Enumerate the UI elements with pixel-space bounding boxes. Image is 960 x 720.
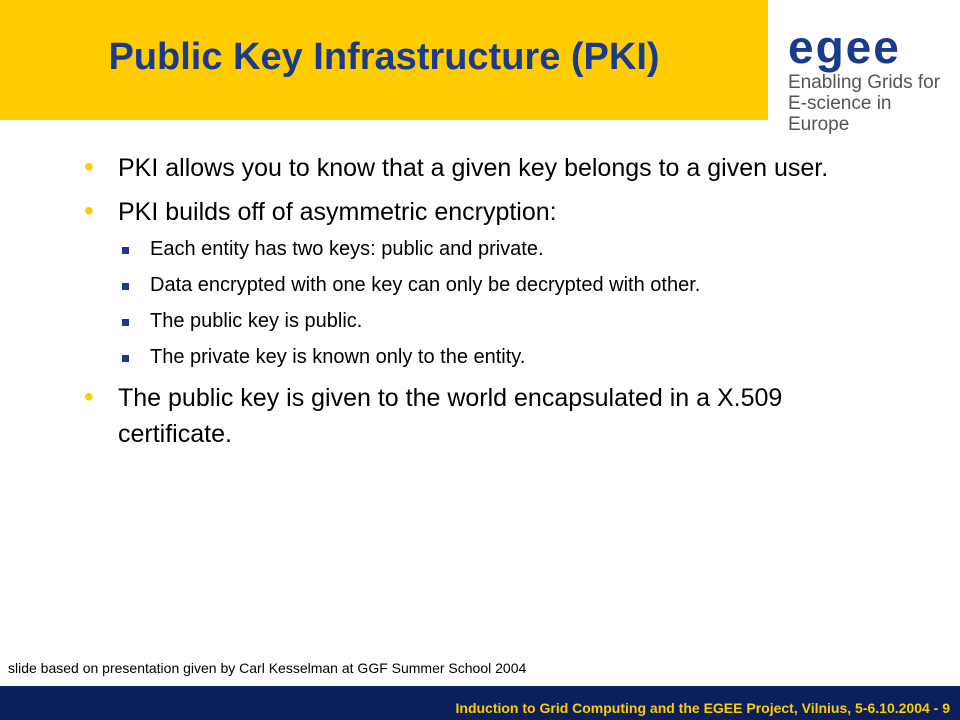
logo-tagline-1: Enabling Grids for — [788, 72, 941, 93]
bullet-dot-icon: • — [84, 195, 94, 226]
bullet-dot-icon: • — [84, 151, 94, 182]
square-bullet-icon — [122, 283, 129, 290]
bullet-dot-icon: • — [84, 381, 94, 412]
egee-logo — [788, 21, 948, 135]
sub-bullet-list — [118, 234, 860, 372]
bullet-item — [80, 194, 860, 372]
footer-bar — [0, 686, 960, 720]
slide-title: Public Key Infrastructure (PKI) — [108, 36, 660, 78]
sub-bullet-item — [118, 270, 860, 300]
sub-bullet-item — [118, 342, 860, 372]
bullet-item — [80, 150, 860, 186]
sub-bullet-item — [118, 234, 860, 264]
sub-bullet-text: The public key is public. — [150, 310, 363, 332]
logo-tagline-2: E-science in Europe — [788, 93, 892, 135]
footer-text: Induction to Grid Computing and the EGEE Project, Vilnius, 5-6.10.2004 - 9 — [455, 700, 950, 716]
logo-wordmark: egee — [788, 21, 901, 73]
bullet-text: The public key is given to the world encapsulated in a X.509 certificate. — [118, 384, 783, 448]
sub-bullet-item — [118, 306, 860, 336]
square-bullet-icon — [122, 355, 129, 362]
sub-bullet-text: Data encrypted with one key can only be decrypted with other. — [150, 274, 701, 296]
bullet-item — [80, 380, 860, 452]
bullet-text: PKI allows you to know that a given key belongs to a given user. — [118, 154, 829, 182]
footnote: slide based on presentation given by Carl Kesselman at GGF Summer School 2004 — [8, 660, 527, 676]
bullet-text: PKI builds off of asymmetric encryption: — [118, 198, 557, 226]
sub-bullet-text: The private key is known only to the entity. — [150, 346, 526, 368]
square-bullet-icon — [122, 319, 129, 326]
sub-bullet-text: Each entity has two keys: public and private. — [150, 238, 544, 260]
bullet-list — [80, 150, 860, 460]
square-bullet-icon — [122, 247, 129, 254]
